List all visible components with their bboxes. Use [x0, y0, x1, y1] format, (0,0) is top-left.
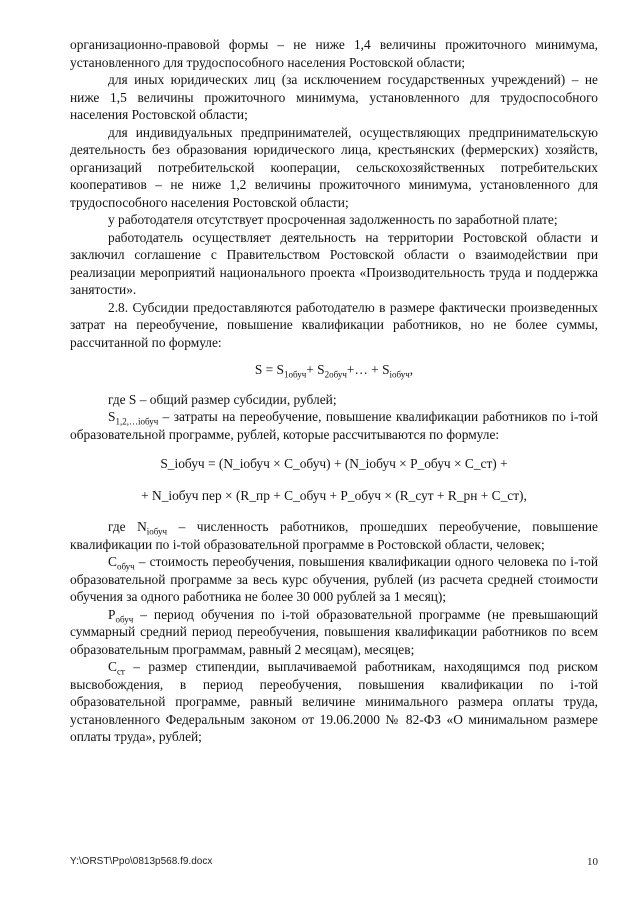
- paragraph-2-8: 2.8. Субсидии предоставляются работодателю в размере фактически произведенных затрат на переобучение, повышение квалификации работников, но не более суммы, рассчитанной по формуле:: [70, 299, 598, 350]
- definition-s: где S – общий размер субсидии, рублей;: [108, 391, 337, 407]
- page-number: 10: [587, 856, 598, 868]
- definition-n: где $N_{iобуч}$ – численность работников, прошедших переобучение, повышение квалификации по i-той образовательной программе в Ростовской области, человек;: [70, 519, 598, 552]
- document-page: [70, 36, 598, 746]
- page-footer: [70, 856, 598, 868]
- definition-s-list: $S_{1,2,\dots iобуч}$ – затраты на переобучение, повышение квалификации работников по i-той образовательной программе, рублей, которые рассчитываются по формуле:: [70, 409, 598, 442]
- definition-c-st: $C_{ст}$ – размер стипендии, выплачиваемой работникам, находящимся под риском высвобождения, в период переобучения, повышения квалификации по i-той образовательной программе, равный величине минимального размера оплаты труда, установленного Федеральным законом от 19.06.2000 № 82-ФЗ «О минимальном размере оплаты труда», рублей;: [70, 659, 598, 744]
- paragraph-entrepreneurs: для индивидуальных предпринимателей, осуществляющих предпринимательскую деятельность без образования юридического лица, крестьянских (фермерских) хозяйств, организаций потребительской кооперации, сельскохозяйственных потребительских кооперативов – не ниже 1,2 величины прожиточного минимума, установленного для трудоспособного населения Ростовской области;: [70, 124, 598, 210]
- formula-s-i-line1: S_iобуч = (N_iобуч × C_обуч) + (N_iобуч × P_обуч × C_ст) +: [160, 456, 508, 471]
- formula-s-i-line2: + N_iобуч пер × (R_пр + C_обуч + P_обуч × (R_сут + R_рн + C_ст),: [141, 487, 527, 503]
- paragraph-no-debt: у работодателя отсутствует просроченная задолженность по заработной плате;: [108, 212, 558, 227]
- paragraph-legal-entities: для иных юридических лиц (за исключением государственных учреждений) – не ниже 1,5 величины прожиточного минимума, установленного для трудоспособного населения Ростовской области;: [70, 72, 598, 122]
- formula-total-subsidy: $S = S_{1обуч}+$ $S_{2обуч}+\dots + S_{iобуч}$,: [254, 362, 414, 380]
- paragraph-org-form: организационно-правовой формы – не ниже 1,4 величины прожиточного минимума, установленного для трудоспособного населения Ростовской области;: [70, 37, 598, 70]
- definition-p-obuch: $P_{обуч}$ – период обучения по i-той образовательной программе (не превышающий суммарный средний период переобучения, повышения квалификации работников по всем образовательным программам, равный 2 месяцам), месяцев;: [70, 606, 598, 657]
- definition-c-obuch: $C_{обуч}$ – стоимость переобучения, повышения квалификации одного человека по i-той образовательной программе за весь курс обучения, рублей (из расчета средней стоимости обучения за одного работника не более 30 000 рублей за 1 месяц);: [70, 554, 598, 604]
- paragraph-agreement: работодатель осуществляет деятельность на территории Ростовской области и заключил соглашение с Правительством Ростовской области о взаимодействии при реализации мероприятий национального проекта «Производительность труда и поддержка занятости».: [70, 229, 598, 297]
- file-path: Y:\ORST\Ppo\0813p568.f9.docx: [70, 856, 213, 867]
